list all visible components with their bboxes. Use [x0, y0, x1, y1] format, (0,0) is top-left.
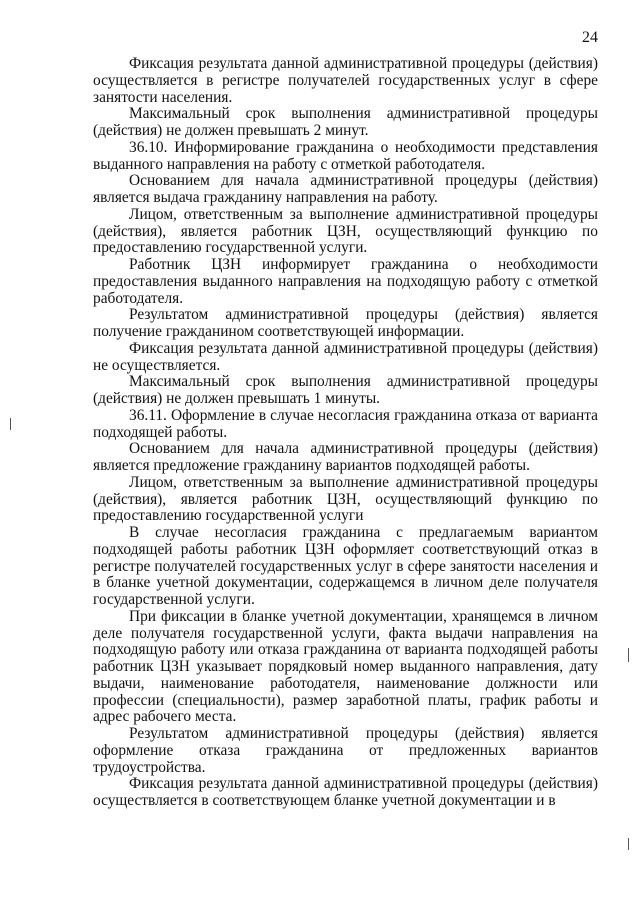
paragraph: Лицом, ответственным за выполнение административной процедуры (действия), является работник ЦЗН, осуществляющий функцию по предоставлению государственной услуги. [93, 205, 598, 257]
paragraph: Результатом административной процедуры (действия) является получение гражданином соответствующей информации. [93, 306, 598, 340]
section-heading-36-11: 36.11. Оформление в случае несогласия гражданина отказа от варианта подходящей работы. [93, 406, 598, 441]
paragraph: Основанием для начала административной процедуры (действия) является выдача гражданину направления на работу. [93, 172, 598, 206]
paragraph: Работник ЦЗН информирует гражданина о необходимости предоставления выданного направления на подходящую работу с отметкой работодателя. [93, 256, 598, 307]
paragraph: При фиксации в бланке учетной документации, хранящемся в личном деле получателя государственной услуги, факта выдачи направления на подходящую работу или отказа гражданина от варианта подходящей работы работник ЦЗН указывает порядковый номер выданного направления, дату выдачи, наименование работодателя, наименование должности или профессии (специальности), размер заработной платы, график работы и адрес рабочего места. [93, 607, 598, 726]
body-text [93, 56, 598, 810]
right-scan-mark [628, 648, 629, 662]
paragraph: Основанием для начала административной процедуры (действия) является предложение гражданину вариантов подходящей работы. [93, 440, 598, 474]
paragraph: Результатом административной процедуры (действия) является оформление отказа гражданина от предложенных вариантов трудоустройства. [93, 725, 598, 776]
left-scan-mark [10, 418, 11, 430]
paragraph: Максимальный срок выполнения административной процедуры (действия) не должен превышать 2 минут. [93, 105, 598, 139]
paragraph: Лицом, ответственным за выполнение административной процедуры (действия), является работник ЦЗН, осуществляющий функцию по предоставлению государственной услуги [93, 473, 598, 525]
paragraph: Максимальный срок выполнения административной процедуры (действия) не должен превышать 1 минуты. [93, 373, 598, 407]
section-heading-36-10: 36.10. Информирование гражданина о необходимости представления выданного направления на работу с отметкой работодателя. [93, 138, 598, 173]
paragraph: Фиксация результата данной административной процедуры (действия) не осуществляется. [93, 339, 598, 374]
paragraph: Фиксация результата данной административной процедуры (действия) осуществляется в соответствующем бланке учетной документации и в [93, 775, 598, 809]
page-number: 24 [582, 29, 598, 46]
paragraph: В случае несогласия гражданина с предлагаемым вариантом подходящей работы работник ЦЗН оформляет соответствующий отказ в регистре получателей государственных услуг в сфере занятости населения и в бланке учетной документации, содержащемся в личном деле получателя государственной услуги. [93, 524, 598, 608]
paragraph: Фиксация результата данной административной процедуры (действия) осуществляется в регистре получателей государственных услуг в сфере занятости населения. [93, 55, 598, 106]
right-scan-mark [628, 838, 629, 850]
